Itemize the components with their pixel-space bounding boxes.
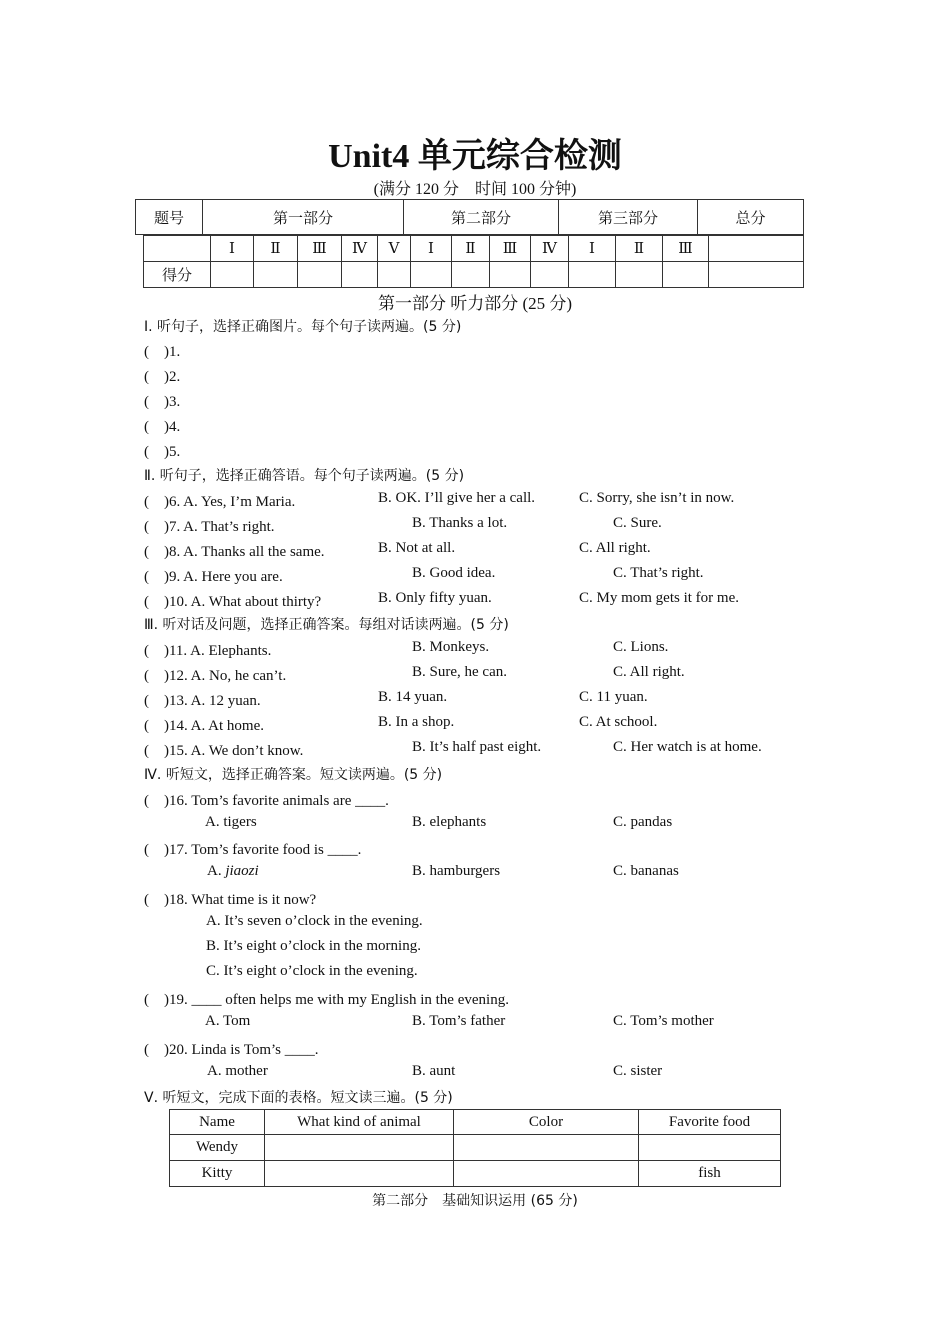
header-tihao: 题号 [136, 200, 203, 235]
table-cell: fish [639, 1161, 781, 1187]
question-16: ( )16. Tom’s favorite animals are ____. [144, 793, 389, 809]
option-9b: B. Good idea. [412, 565, 496, 581]
option-12c: C. All right. [613, 664, 685, 680]
table-cell: Wendy [170, 1135, 265, 1161]
animal-table [169, 1109, 781, 1187]
question-4: ( )4. [144, 419, 181, 435]
option-11c: C. Lions. [613, 639, 669, 655]
question-13: ( )13. A. 12 yuan. [144, 693, 261, 709]
part1-title: 第一部分 听力部分 (25 分) [377, 294, 573, 313]
row-defen: 得分 [144, 262, 211, 288]
question-10: ( )10. A. What about thirty? [144, 594, 322, 610]
option-14b: B. In a shop. [378, 714, 455, 730]
col-p2-4: Ⅳ [531, 236, 569, 262]
option-17a: A. jiaozi [207, 863, 259, 879]
option-19a: A. Tom [205, 1013, 251, 1029]
option-15c: C. Her watch is at home. [613, 739, 762, 755]
option-8b: B. Not at all. [378, 540, 456, 556]
option-17b: B. hamburgers [412, 863, 501, 879]
section-2-heading: Ⅱ. 听句子，选择正确答语。每个句子读两遍。(5 分) [144, 468, 465, 484]
option-18c: C. It’s eight o’clock in the evening. [206, 963, 418, 979]
page-subtitle: (满分 120 分 时间 100 分钟) [373, 181, 577, 198]
col-p1-2: Ⅱ [254, 236, 298, 262]
option-8c: C. All right. [579, 540, 651, 556]
score-table-body [143, 235, 804, 288]
question-3: ( )3. [144, 394, 181, 410]
table-cell [639, 1135, 781, 1161]
option-6c: C. Sorry, she isn’t in now. [579, 490, 735, 506]
option-10b: B. Only fifty yuan. [378, 590, 492, 606]
part2-title: 第二部分 基础知识运用 (65 分) [372, 1193, 578, 1209]
col-p3-3: Ⅲ [663, 236, 709, 262]
option-18a: A. It’s seven o’clock in the evening. [206, 913, 423, 929]
option-6b: B. OK. I’ll give her a call. [378, 490, 536, 506]
question-15: ( )15. A. We don’t know. [144, 743, 304, 759]
question-18: ( )18. What time is it now? [144, 892, 317, 908]
section-1-heading: Ⅰ. 听句子，选择正确图片。每个句子读两遍。(5 分) [144, 319, 462, 335]
option-10c: C. My mom gets it for me. [579, 590, 739, 606]
option-16b: B. elephants [412, 814, 487, 830]
col-p1-4: Ⅳ [342, 236, 378, 262]
animal-header-kind: What kind of animal [265, 1110, 454, 1135]
question-1: ( )1. [144, 344, 181, 360]
option-17a-italic: jiaozi [225, 863, 259, 879]
option-11b: B. Monkeys. [412, 639, 490, 655]
question-7: ( )7. A. That’s right. [144, 519, 275, 535]
question-11: ( )11. A. Elephants. [144, 643, 272, 659]
header-total: 总分 [698, 200, 804, 235]
option-7b: B. Thanks a lot. [412, 515, 508, 531]
question-12: ( )12. A. No, he can’t. [144, 668, 287, 684]
animal-header-food: Favorite food [639, 1110, 781, 1135]
col-p1-5: Ⅴ [378, 236, 411, 262]
option-20a: A. mother [207, 1063, 268, 1079]
section-5-heading: Ⅴ. 听短文，完成下面的表格。短文读三遍。(5 分) [144, 1090, 453, 1106]
section-3-heading: Ⅲ. 听对话及问题，选择正确答案。每组对话读两遍。(5 分) [144, 617, 509, 633]
col-p1-3: Ⅲ [298, 236, 342, 262]
table-cell [454, 1135, 639, 1161]
option-7c: C. Sure. [613, 515, 662, 531]
option-16c: C. pandas [613, 814, 673, 830]
question-19: ( )19. ____ often helps me with my English in the evening. [144, 992, 509, 1008]
question-14: ( )14. A. At home. [144, 718, 264, 734]
question-2: ( )2. [144, 369, 181, 385]
question-17: ( )17. Tom’s favorite food is ____. [144, 842, 362, 858]
question-20: ( )20. Linda is Tom’s ____. [144, 1042, 319, 1058]
animal-header-name: Name [170, 1110, 265, 1135]
table-cell [454, 1161, 639, 1187]
question-6: ( )6. A. Yes, I’m Maria. [144, 494, 296, 510]
table-cell: Kitty [170, 1161, 265, 1187]
option-13b: B. 14 yuan. [378, 689, 448, 705]
option-16a: A. tigers [205, 814, 257, 830]
col-p3-1: Ⅰ [569, 236, 616, 262]
col-p1-1: Ⅰ [211, 236, 254, 262]
col-p2-2: Ⅱ [452, 236, 490, 262]
option-12b: B. Sure, he can. [412, 664, 507, 680]
option-17c: C. bananas [613, 863, 679, 879]
page-title: Unit4 单元综合检测 [328, 138, 622, 175]
animal-header-color: Color [454, 1110, 639, 1135]
option-13c: C. 11 yuan. [579, 689, 648, 705]
header-part1: 第一部分 [203, 200, 404, 235]
header-part2: 第二部分 [404, 200, 559, 235]
col-p3-2: Ⅱ [616, 236, 663, 262]
option-19b: B. Tom’s father [412, 1013, 506, 1029]
option-9c: C. That’s right. [613, 565, 704, 581]
header-part3: 第三部分 [559, 200, 698, 235]
table-cell [265, 1161, 454, 1187]
table-cell [265, 1135, 454, 1161]
question-8: ( )8. A. Thanks all the same. [144, 544, 325, 560]
question-5: ( )5. [144, 444, 181, 460]
section-4-heading: Ⅳ. 听短文，选择正确答案。短文读两遍。(5 分) [144, 767, 443, 783]
option-14c: C. At school. [579, 714, 658, 730]
score-table-header [135, 199, 804, 235]
option-20b: B. aunt [412, 1063, 456, 1079]
question-9: ( )9. A. Here you are. [144, 569, 283, 585]
option-20c: C. sister [613, 1063, 663, 1079]
option-15b: B. It’s half past eight. [412, 739, 542, 755]
col-p2-1: Ⅰ [411, 236, 452, 262]
col-p2-3: Ⅲ [490, 236, 531, 262]
option-19c: C. Tom’s mother [613, 1013, 714, 1029]
option-18b: B. It’s eight o’clock in the morning. [206, 938, 421, 954]
